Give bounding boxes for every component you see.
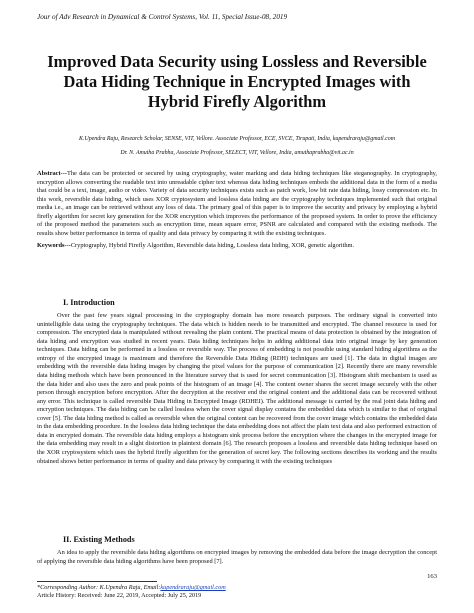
section-heading-existing-methods: II. Existing Methods: [63, 535, 135, 544]
keywords-text: Cryptography, Hybrid Firefly Algorithm, Reversible data hiding, Lossless data hiding, XOR, genetic algorithm.: [70, 242, 355, 250]
paragraph: Over the past few years signal processing in the cryptography domain has more research purposes. The ordinary signal is converted into unintelligible data using the cryptography techniques. The data which is hidden needs to be transmitted and encrypted. The channel resource is used for compression. The encrypted data is manipulated without revealing the plain content. The practical means of data protection is obtained by the integration of data hiding and encryption was studied in recent years. Data hiding techniques helps in adding additional data into original image by key generation techniques. Data hiding can be performed in a lossless or reversible way. The process of embedding is not possible using standard hiding algorithms as the entropy of the encrypted image is maximum and therefore the Reversible Data Hiding (RDH) techniques are used [1]. The data in digital images are embedding with the reversible data hiding images by changing the pixel values for the purpose of communication [2]. Recently there are many reversible data hiding methods which have been pronounced in the literature survey that is used for secret communication [3]. Histogram shift mechanism is used as the data hider and also uses the zero and peak points of the histogram of an image [4]. The content owner shares the secret image securely with the other person through encryption before encryption. After the decryption at the receiver end the original content and the additional data can be recovered without any error. This technique is called reversible Data Hiding in Encrypted Image (RDHEI). The additional message is carried by the real joint data hiding and encryption techniques. The data hiding can be called lossless when the cover signal display contains the embedded data which is similar to that of original cover [5]. The data hiding method is called as reversible when the original content can be recovered from the cover image which contains the embedded data in the data embedding procedure. In the lossless data hiding technique the data embedding does not affect the plain text data and also performed extraction of data in encrypted domain. The reversible data hiding employs a histogram sink process before the encryption where the changes in the encrypted image for the data embedding may result in a slight distortion in plaintext domain [6]. The research proposes a lossless and reversible data hiding technique based on the XOR cryptosystem which uses the hybrid firefly algorithm for the generation of secret key. The following sections describes its working and the results obtained shows better performance in terms of quality and data privacy by comparing it with the existing techniques: [37, 312, 437, 465]
abstract: [37, 170, 437, 238]
corresponding-prefix: *Corresponding Author: K.Upendra Raju, Email:: [37, 584, 161, 591]
introduction-body: [37, 312, 437, 466]
corresponding-author: [37, 584, 437, 592]
author-2: Dr. N. Amutha Prabha, Associate Professor, SELECT, VIT, Vellore, India, amuthaprabha@vit.ac.in: [120, 149, 354, 156]
running-head: Jour of Adv Research in Dynamical & Control Systems, Vol. 11, Special Issue-08, 2019: [37, 13, 288, 21]
abstract-lead: Abstract---: [37, 170, 67, 177]
footnote: [37, 584, 437, 600]
page-number: 163: [427, 573, 437, 580]
abstract-section: [37, 170, 437, 251]
keywords-lead: Keywords---: [37, 242, 71, 250]
keywords: [37, 242, 437, 251]
footnote-divider: [37, 581, 157, 582]
author-1: K.Upendra Raju, Research Scholar, SENSE, VIT, Vellore. Associate Professor, ECE, SVCE, Tirupati, India, kupendraraju@gmail.com: [79, 136, 395, 142]
article-history: Article History: Received: June 22, 2019, Accepted: July 25, 2019: [37, 592, 202, 599]
existing-methods-body: [37, 549, 437, 566]
author-block: [37, 135, 437, 157]
section-heading-introduction: I. Introduction: [63, 298, 115, 307]
paragraph: An idea to apply the reversible data hiding algorithms on encrypted images by removing the embedded data before the image decryption the concept of applying the reversible data hiding algorithms have been proposed [7].: [37, 549, 437, 565]
email-link[interactable]: kupendraraju@gmail.com: [160, 584, 226, 591]
abstract-text: The data can be protected or secured by using cryptography, water marking and data hiding techniques like steganography. In cryptography, encryption allows converting the readable text into unreadable cipher text whereas data hiding techniques embeds the additional data in the form of a media that could be a text, image, audio or video. Variety of data security techniques exists such as patch work, low bit rate data hiding, lossy compression etc. In this work, reversible data hiding, which uses XOR cryptosystem and lossless data hiding are the cryptography techniques implemented such that original media i.e., an image can be retrieved without any loss of data. The primary goal of this paper is to improve the security and privacy by employing a hybrid firefly algorithm for secret key generation for the XOR encryption which improves the performance of the proposed system. In order to prove the efficiency of the proposed method the parameters such as encryption time, mean square error, PSNR are calculated and compared with the existing methods. The results show better performance in terms of quality and data privacy by comparing it with the existing techniques.: [37, 170, 437, 237]
paper-title: Improved Data Security using Lossless and Reversible Data Hiding Technique in Encrypted Images with Hybrid Firefly Algorithm: [47, 52, 427, 111]
